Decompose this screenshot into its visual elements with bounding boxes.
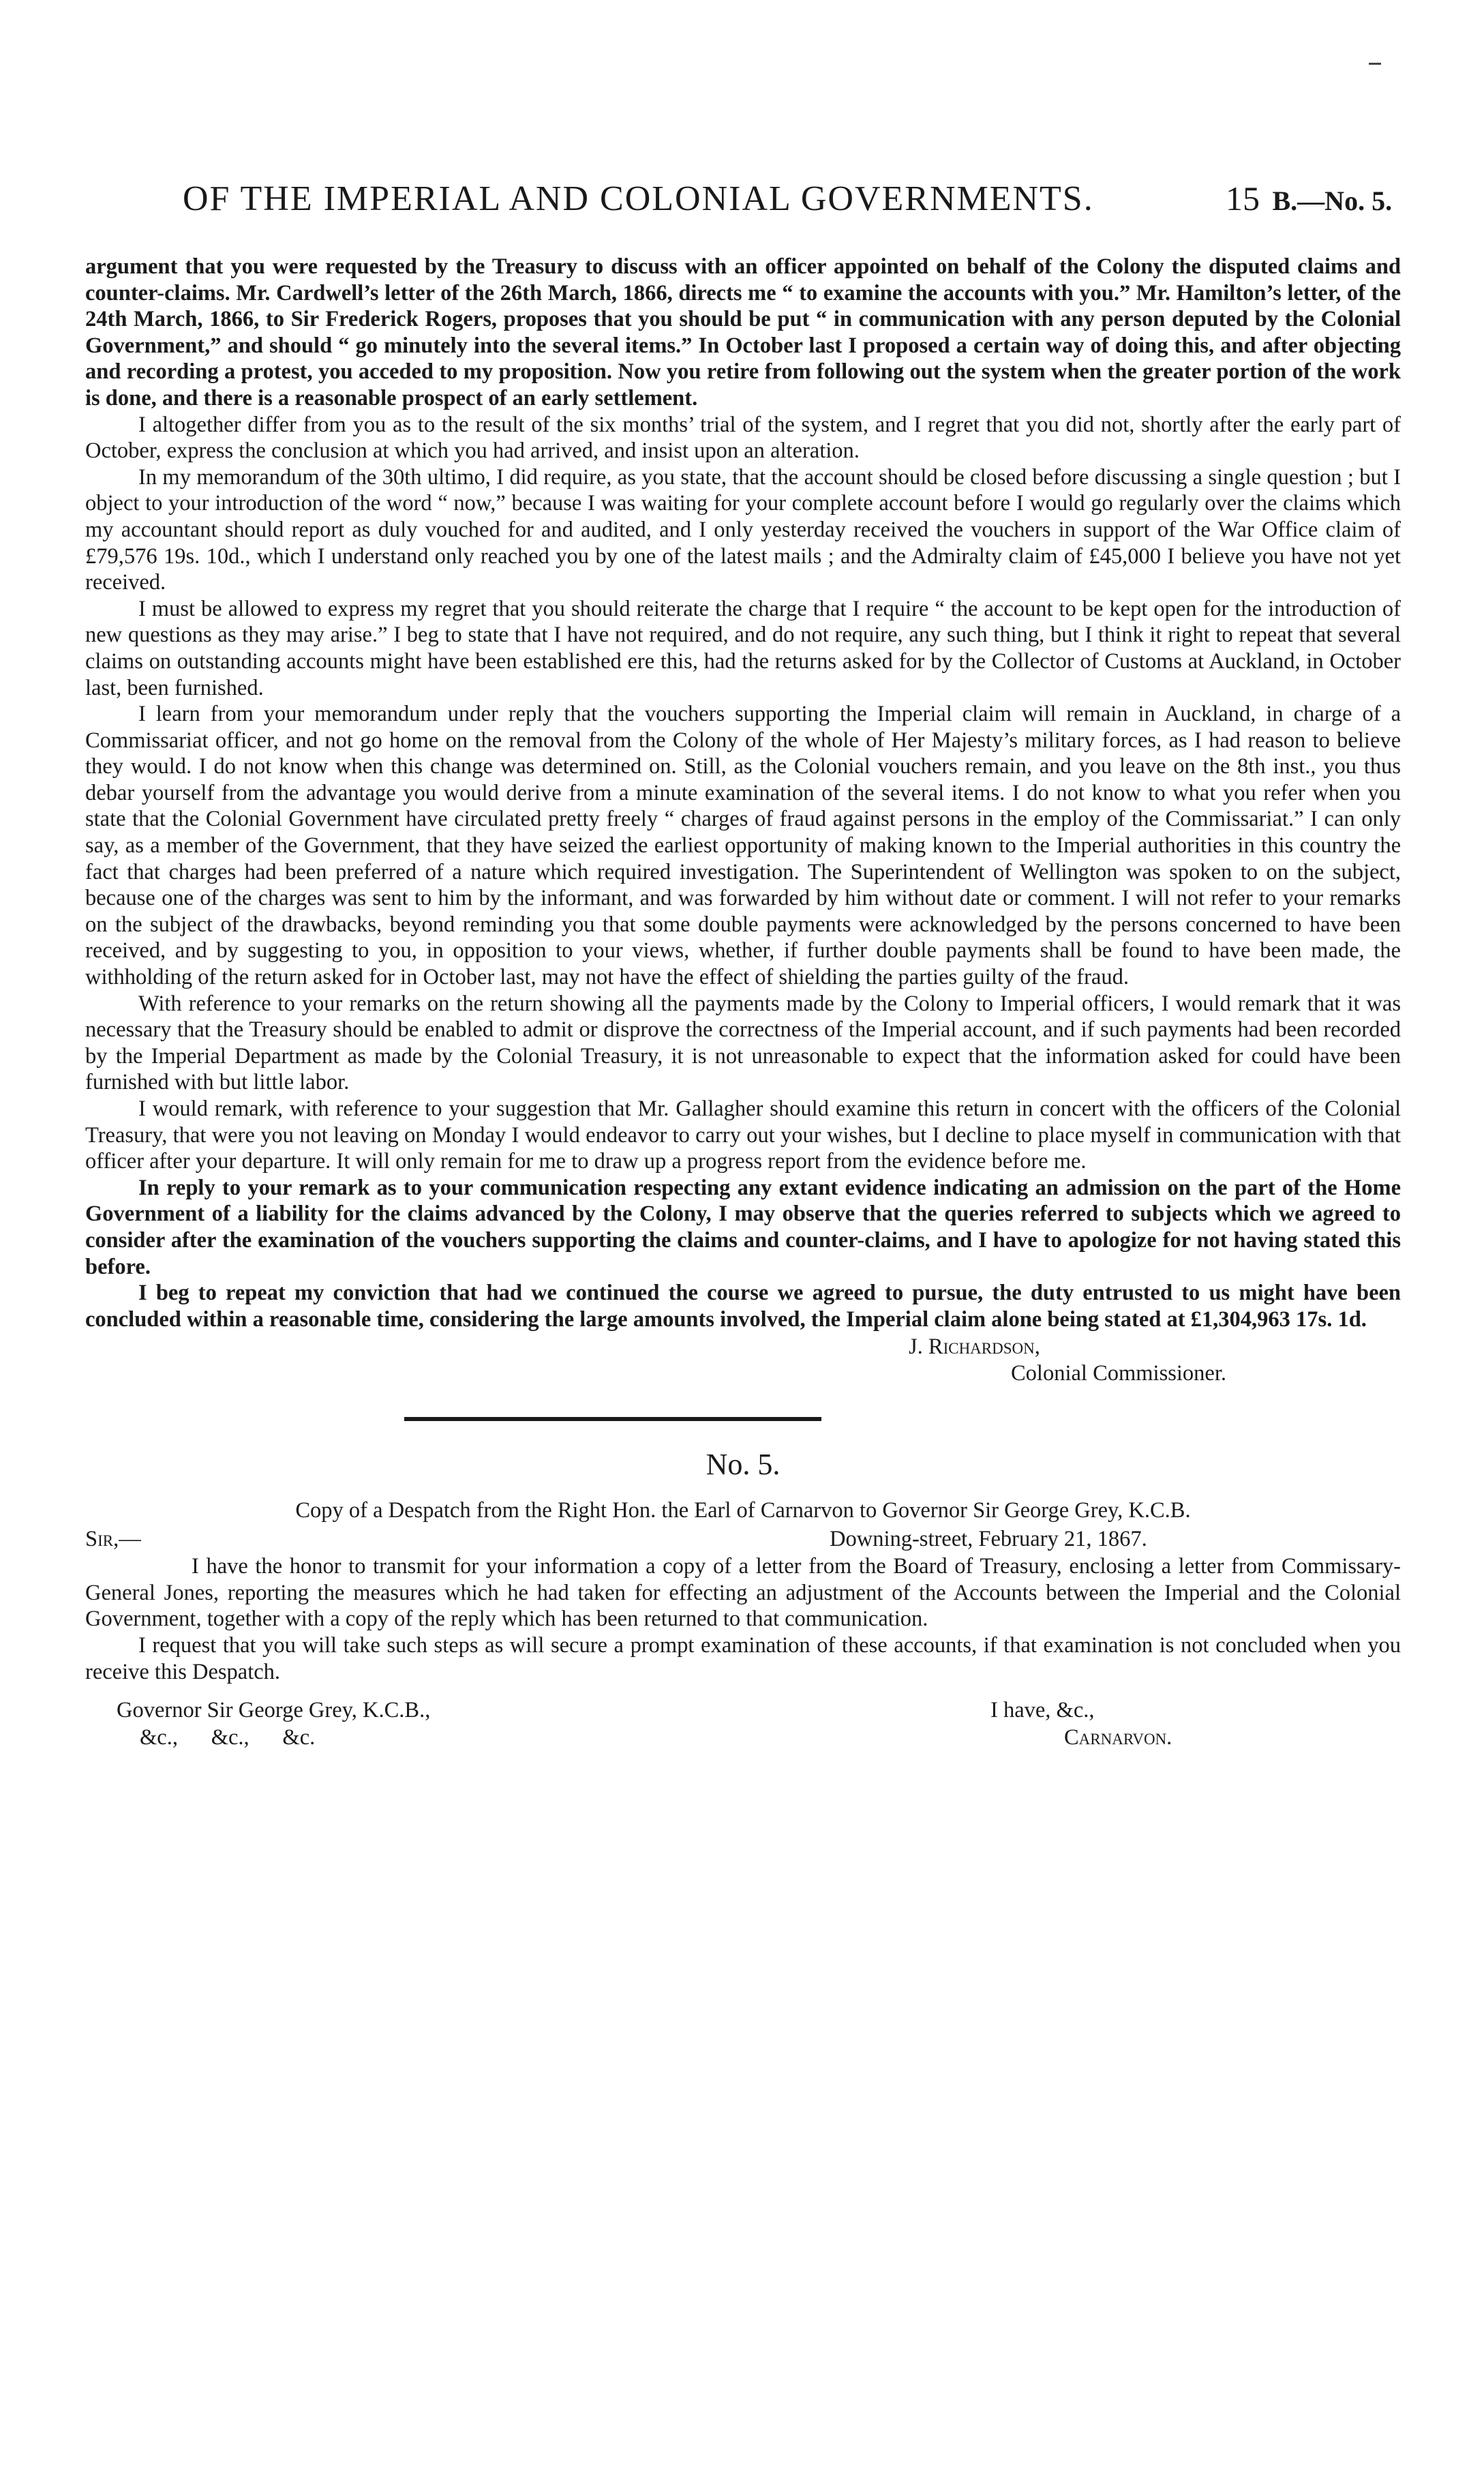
letter-signature (85, 1334, 1401, 1386)
letter-paragraph-7: I would remark, with reference to your suggestion that Mr. Gallagher should examine this return in concert with the officers of the Colonial Treasury, that were you not leaving on Monday I would endeavor to carry out your wishes, but I decline to place myself in communication with that officer after your departure. It will only remain for me to draw up a progress report from the evidence before me. (85, 1096, 1401, 1174)
letter-paragraph-6: With reference to your remarks on the return showing all the payments made by the Colony to Imperial officers, I would remark that it was necessary that the Treasury should be enabled to admit or disprove the correctness of the Imperial account, and if such payments had been recorded by the Imperial Department as made by the Colonial Treasury, it is not unreasonable to expect that the information asked for could have been furnished with but little labor. (85, 991, 1401, 1095)
despatch-title: Copy of a Despatch from the Right Hon. the Earl of Carnarvon to Governor Sir George Grey, K.C.B. (295, 1497, 1191, 1523)
header-page-ref (1226, 179, 1392, 218)
letter-paragraph-3: In my memorandum of the 30th ultimo, I did require, as you state, that the account should be closed before discussing a single question ; but I object to your introduction of the word “ now,” because I was waiting for your complete account before I would go regularly over the claims which my accountant should report as duly vouched for and audited, and I only yesterday received the vouchers in support of the War Office claim of £79,576 19s. 10d., which I understand only reached you by one of the latest mails ; and the Admiralty claim of £45,000 I believe you have not yet received. (85, 464, 1401, 595)
despatch-paragraph-1: I have the honor to transmit for your information a copy of a letter from the Board of Treasury, enclosing a letter from Commissary-General Jones, reporting the measures which he had taken for effecting an adjustment of the Accounts between the Imperial and the Colonial Government, together with a copy of the reply which has been returned to that communication. (85, 1554, 1401, 1632)
despatch-paragraph-2: I request that you will take such steps as will secure a prompt examination of these accounts, if that examination is not concluded when you receive this Despatch. (85, 1632, 1401, 1684)
body-text (85, 254, 1401, 1752)
addressee: Governor Sir George Grey, K.C.B., (117, 1698, 431, 1723)
letter-paragraph-5: I learn from your memorandum under reply that the vouchers supporting the Imperial claim will remain in Auckland, in charge of a Commissariat officer, and not go home on the removal from the Colony of the whole of Her Majesty’s military forces, as I had reason to believe they would. I do not know when this change was determined on. Still, as the Colonial vouchers remain, and you leave on the 8th inst., you thus debar yourself from the advantage you would derive from a minute examination of the several items. I do not know to what you refer when you state that the Colonial Government have circulated pretty freely “ charges of fraud against persons in the employ of the Commissariat.” I can only say, as a member of the Government, that they have seized the earliest opportunity of making known to the Imperial authorities in this country the fact that charges had been preferred of a nature which required investigation. The Superintendent of Wellington was spoken to on the subject, because one of the charges was sent to him by the informant, and was forwarded by him without date or comment. I will not refer to your remarks on the subject of the drawbacks, beyond reminding you that some double payments were acknowledged by the persons concerned to have been received, and by suggesting to you, in opposition to your views, whether, if further double payments shall be found to have been made, the withholding of the return asked for in October last, may not have the effect of shielding the parties guilty of the fraud. (85, 702, 1401, 990)
addressee-etc: &c., &c., &c. (140, 1725, 316, 1750)
letter-paragraph-9: I beg to repeat my conviction that had we continued the course we agreed to pursue, the duty entrusted to us might have been concluded within a reasonable time, considering the large amounts involved, the Imperial claim alone being stated at £1,304,963 17s. 1d. (85, 1281, 1401, 1332)
letter-paragraph-1: argument that you were requested by the Treasury to discuss with an officer appointed on behalf of the Colony the disputed claims and counter-claims. Mr. Cardwell’s letter of the 26th March, 1866, directs me “ to examine the accounts with you.” Mr. Hamilton’s letter, of the 24th March, 1866, to Sir Frederick Rogers, proposes that you should be put “ in communication with any person deputed by the Colonial Government,” and should “ go minutely into the several items.” In October last I proposed a certain way of doing this, and after objecting and recording a protest, you acceded to my proposition. Now you retire from following out the system when the greater portion of the work is done, and there is a reasonable prospect of an early settlement. (85, 254, 1401, 410)
signer-name: Carnarvon. (1064, 1725, 1172, 1750)
signature-name: J. Richardson, (909, 1334, 1040, 1360)
salutation-line (85, 1526, 1401, 1553)
place-date: Downing-street, February 21, 1867. (830, 1527, 1147, 1552)
section-divider (404, 1417, 821, 1421)
letter-paragraph-2: I altogether differ from you as to the result of the six months’ trial of the system, and I regret that you did not, shortly after the early part of October, express the conclusion at which you had arrived, and insist upon an alteration. (85, 412, 1401, 464)
closing-phrase: I have, &c., (990, 1698, 1095, 1723)
letter-paragraph-4: I must be allowed to express my regret that you should reiterate the charge that I require “ the account to be kept open for the introduction of new questions as they may arise.” I beg to state that I have not required, and do not require, any such thing, but I think it right to repeat that several claims on outstanding accounts might have been established ere this, had the returns asked for by the Collector of Customs at Auckland, in October last, been furnished. (85, 596, 1401, 700)
header-title: OF THE IMPERIAL AND COLONIAL GOVERNMENTS. (183, 179, 1094, 218)
page-number: 15 (1226, 179, 1260, 218)
salutation: Sir,— (85, 1527, 141, 1552)
margin-mark (1369, 63, 1381, 65)
signature-title: Colonial Commissioner. (1011, 1360, 1226, 1386)
running-header (0, 179, 1484, 226)
letter-paragraph-8: In reply to your remark as to your communication respecting any extant evidence indicating an admission on the part of the Home Government of a liability for the claims advanced by the Colony, I may observe that the queries referred to subjects which we agreed to consider after the examination of the vouchers supporting the claims and counter-claims, and I have to apologize for not having stated this before. (85, 1175, 1401, 1279)
despatch-number: No. 5. (706, 1447, 781, 1481)
section-ref: B.—No. 5. (1272, 185, 1393, 216)
despatch-closing (85, 1697, 1401, 1752)
